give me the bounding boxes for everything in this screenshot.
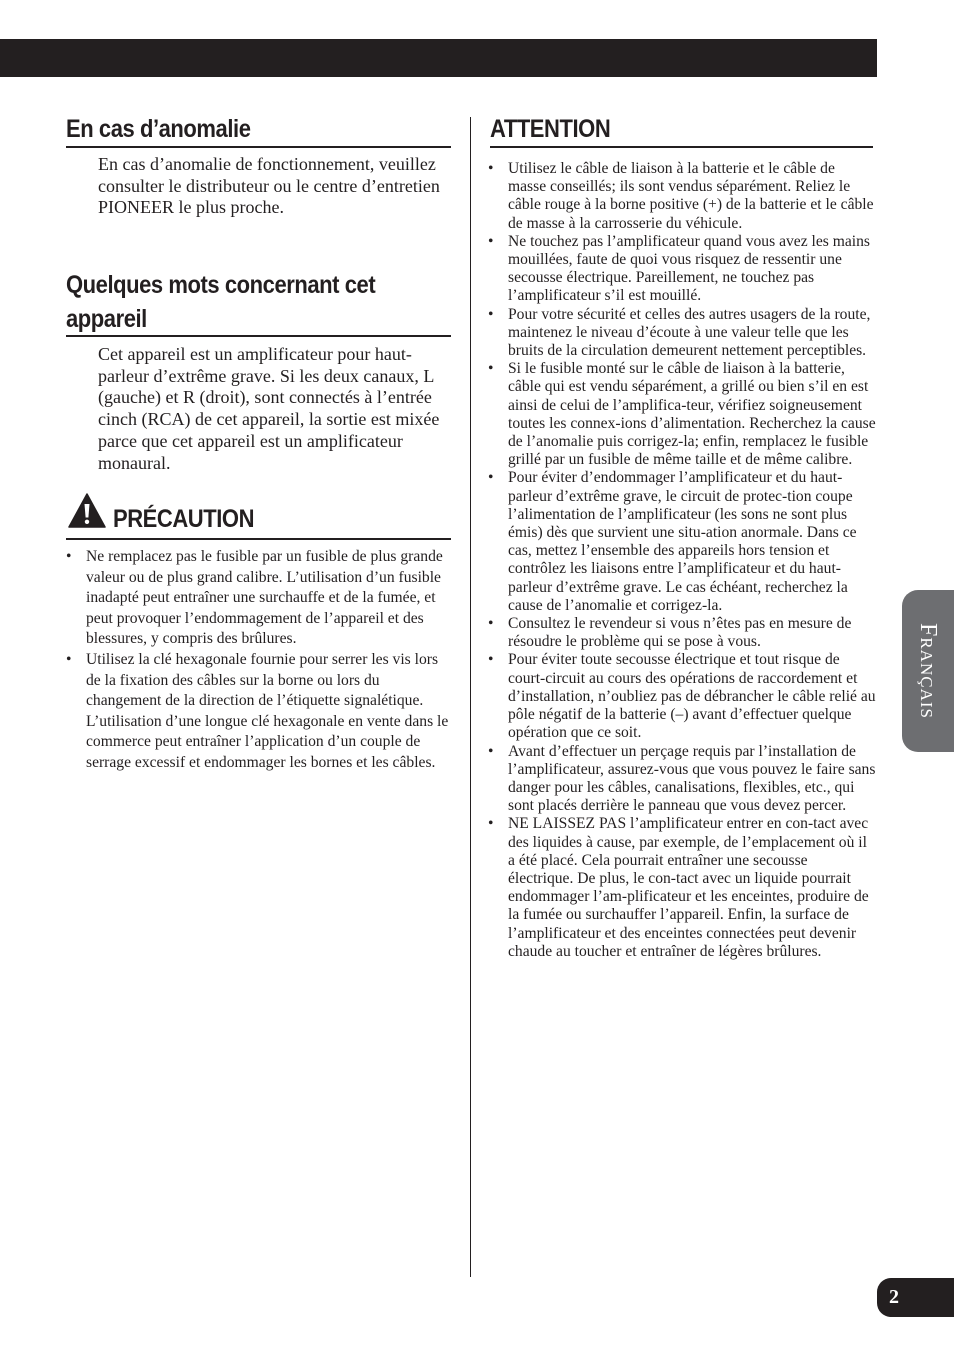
bullet: • — [488, 360, 494, 378]
precaution-list — [66, 547, 452, 774]
bullet: • — [488, 469, 494, 487]
section-title-attention: ATTENTION — [490, 115, 611, 143]
list-item-text: Utilisez la clé hexagonale fournie pour serrer les vis lors de la fixation des câbles sur la borne ou lors du changement de la direction de l’étiquette signalétique. L’utilisation d’une longue clé hexagonale en vente dans le commerce peut entraîner l’application d’un couple de serrage excessif et endommager les bornes et les câbles. — [86, 650, 449, 771]
list-item — [488, 306, 876, 361]
bullet: • — [66, 548, 72, 565]
section-title-appareil: Quelques mots concernant cet appareil — [66, 271, 376, 333]
list-item — [488, 233, 876, 306]
bullet: • — [488, 160, 494, 177]
bullet: • — [66, 650, 72, 668]
section-rule — [66, 146, 451, 148]
list-item — [488, 160, 876, 233]
attention-list — [488, 160, 876, 961]
list-item-text: Ne touchez pas l’amplificateur quand vous avez les mains mouillées, faute de quoi vous risquez de ressentir une secousse électrique. Pareillement, ne touchez pas l’amplificateur s’il est mouillé. — [508, 232, 870, 305]
language-tab-label: Français — [915, 623, 941, 719]
bullet: • — [488, 815, 494, 833]
list-item-text: Pour éviter toute secousse électrique et tout risque de court-circuit au cours des opérations de raccordement et d’installation, n’oubliez pas de débrancher le câble relié au pôle négatif de la batterie (–) avant d’effectuer quelque opération que ce soit. — [508, 651, 876, 742]
anomalie-paragraph: En cas d’anomalie de fonctionnement, veuillez consulter le distributeur ou le centre d’entretien PIONEER le plus proche. — [98, 154, 440, 217]
list-item — [488, 651, 876, 742]
list-item-text: Avant d’effectuer un perçage requis par l’installation de l’amplificateur, assurez-vous que vous pouvez le faire sans danger pour les câbles, canalisations, flexibles, etc., qui sont placés derrière le panneau que vous devez percer. — [508, 742, 876, 815]
list-item — [66, 650, 452, 774]
list-item-text: Consultez le revendeur si vous n’êtes pas en mesure de résoudre le problème qui se pose à vous. — [508, 615, 852, 651]
list-item — [66, 547, 452, 650]
section-title-precaution: PRÉCAUTION — [113, 505, 255, 533]
page-number-tab — [877, 1278, 954, 1317]
bullet: • — [488, 742, 494, 760]
list-item-text: Utilisez le câble de liaison à la batterie et le câble de masse conseillés; ils sont vendus séparément. Reliez le câble rouge à la borne positive (+) de la batterie et le câble de masse à la carrosserie du véhicule. — [508, 160, 874, 232]
appareil-paragraph: Cet appareil est un amplificateur pour haut-parleur d’extrême grave. Si les deux canaux, L (gauche) et R (droit), sont connectés à l’entrée cinch (RCA) de cet appareil, la sortie est mixée parce que cet appareil est un amplificateur monaural. — [98, 344, 440, 473]
list-item-text: Pour éviter d’endommager l’amplificateur et du haut-parleur d’extrême grave, le circuit de protec-tion coupe l’alimentation de l’amplificateur (les sons ne sont plus émis) dès que survient une situ-ation anormale. Dans ce cas, mettez l’ensemble des appareils hors tension et contrôlez les liaisons entre l’amplificateur et du haut-parleur d’extrême grave. Le cas échéant, recherchez la cause de l’anomalie et corrigez-la. — [508, 469, 857, 614]
list-item-text: Si le fusible monté sur le câble de liaison à la batterie, câble qui est vendu séparément, a grillé ou bien s’il en est ainsi de celui de l’amplifica-teur, vérifiez soigneusement toutes les connex-ions d’alimentation. Recherchez la cause de l’anomalie puis corrigez-la; enfin, remplacez le fusible grillé par un fusible de même taille et de même calibre. — [508, 360, 876, 469]
section-rule — [490, 146, 873, 148]
list-item-text: NE LAISSEZ PAS l’amplificateur entrer en con-tact avec des liquides à cause, par exemple, de l’emplacement où il a été placé. Cela pourrait entraîner une secousse électrique. De plus, le con-tact avec un liquide pourrait endommager l’am-plificateur et les enceintes, produire de la fumée ou surchauffer l’appareil. Enfin, la surface de l’amplificateur et des enceintes connectées peut devenir chaude au toucher et entraîner de légères brûlures. — [508, 815, 869, 960]
warning-triangle-icon — [68, 493, 106, 528]
section-rule — [66, 335, 451, 337]
list-item — [488, 469, 876, 615]
section-rule — [66, 538, 451, 540]
list-item — [488, 615, 876, 651]
section-title-anomalie: En cas d’anomalie — [66, 115, 251, 143]
bullet: • — [488, 615, 494, 633]
list-item — [488, 743, 876, 816]
page-number: 2 — [889, 1286, 899, 1308]
language-tab — [902, 590, 954, 752]
bullet: • — [488, 651, 494, 669]
bullet: • — [488, 305, 494, 323]
list-item-text: Ne remplacez pas le fusible par un fusible de plus grande valeur ou de plus grand calibre. L’utilisation d’un fusible inadapté peut entraîner une surchauffe et de la fumée, et peut provoquer l’endommagement de l’appareil et des blessures, y compris des brûlures. — [86, 548, 443, 648]
list-item — [488, 815, 876, 961]
column-divider — [470, 117, 471, 1277]
header-bar — [0, 39, 877, 77]
list-item — [488, 360, 876, 469]
bullet: • — [488, 232, 494, 250]
list-item-text: Pour votre sécurité et celles des autres usagers de la route, maintenez le niveau d’écoute à une valeur telle que les bruits de la circulation demeurent nettement perceptibles. — [508, 305, 871, 360]
